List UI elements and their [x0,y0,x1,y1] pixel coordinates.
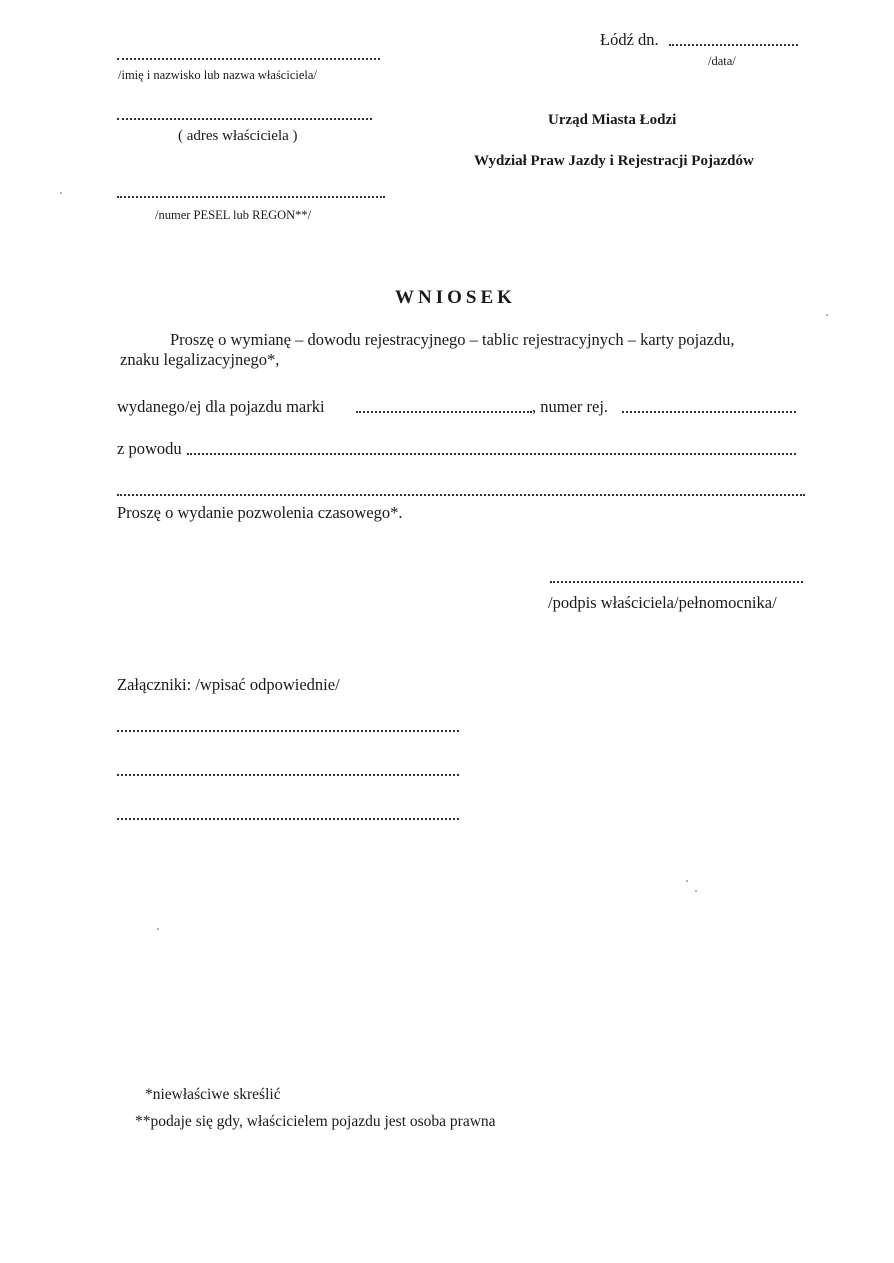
owner-address-caption: ( adres właściciela ) [178,128,298,144]
registration-line [622,411,796,413]
footnote-2: **podaje się gdy, właścicielem pojazdu jest osoba prawna [135,1113,496,1130]
attachment-line-3 [117,818,459,820]
vehicle-make-line [356,411,532,413]
reason-label: z powodu [117,439,182,458]
scan-speck [686,880,688,882]
temporary-permit-request: Proszę o wydanie pozwolenia czasowego*. [117,503,403,522]
registration-label: , numer rej. [532,397,609,416]
owner-name-line [117,58,380,60]
place-date-label: Łódź dn. [600,30,659,49]
footnote-1: *niewłaściwe skreślić [145,1086,281,1103]
reason-line-2 [117,494,805,496]
scan-speck [157,928,159,930]
attachment-line-2 [117,774,459,776]
recipient-office: Urząd Miasta Łodzi [548,112,677,128]
request-line-1: Proszę o wymianę – dowodu rejestracyjnego – tablic rejestracyjnych – karty pojazdu, [170,330,735,349]
scan-speck [60,192,62,194]
signature-line [550,581,803,583]
owner-id-caption: /numer PESEL lub REGON**/ [155,208,312,222]
date-caption: /data/ [708,54,736,68]
owner-address-line [117,118,372,120]
signature-caption: /podpis właściciela/pełnomocnika/ [548,593,777,612]
date-field-line [669,44,798,46]
vehicle-make-label: wydanego/ej dla pojazdu marki [117,397,325,416]
attachments-label: Załączniki: /wpisać odpowiednie/ [117,675,340,694]
owner-name-caption: /imię i nazwisko lub nazwa właściciela/ [118,68,317,82]
document-title: WNIOSEK [395,287,516,308]
scan-speck [695,890,697,892]
attachment-line-1 [117,730,459,732]
recipient-department: Wydział Praw Jazdy i Rejestracji Pojazdów [474,153,754,169]
owner-id-line [117,196,385,198]
request-line-2: znaku legalizacyjnego*, [120,350,280,369]
reason-line-1 [187,453,796,455]
scan-speck [826,314,828,316]
